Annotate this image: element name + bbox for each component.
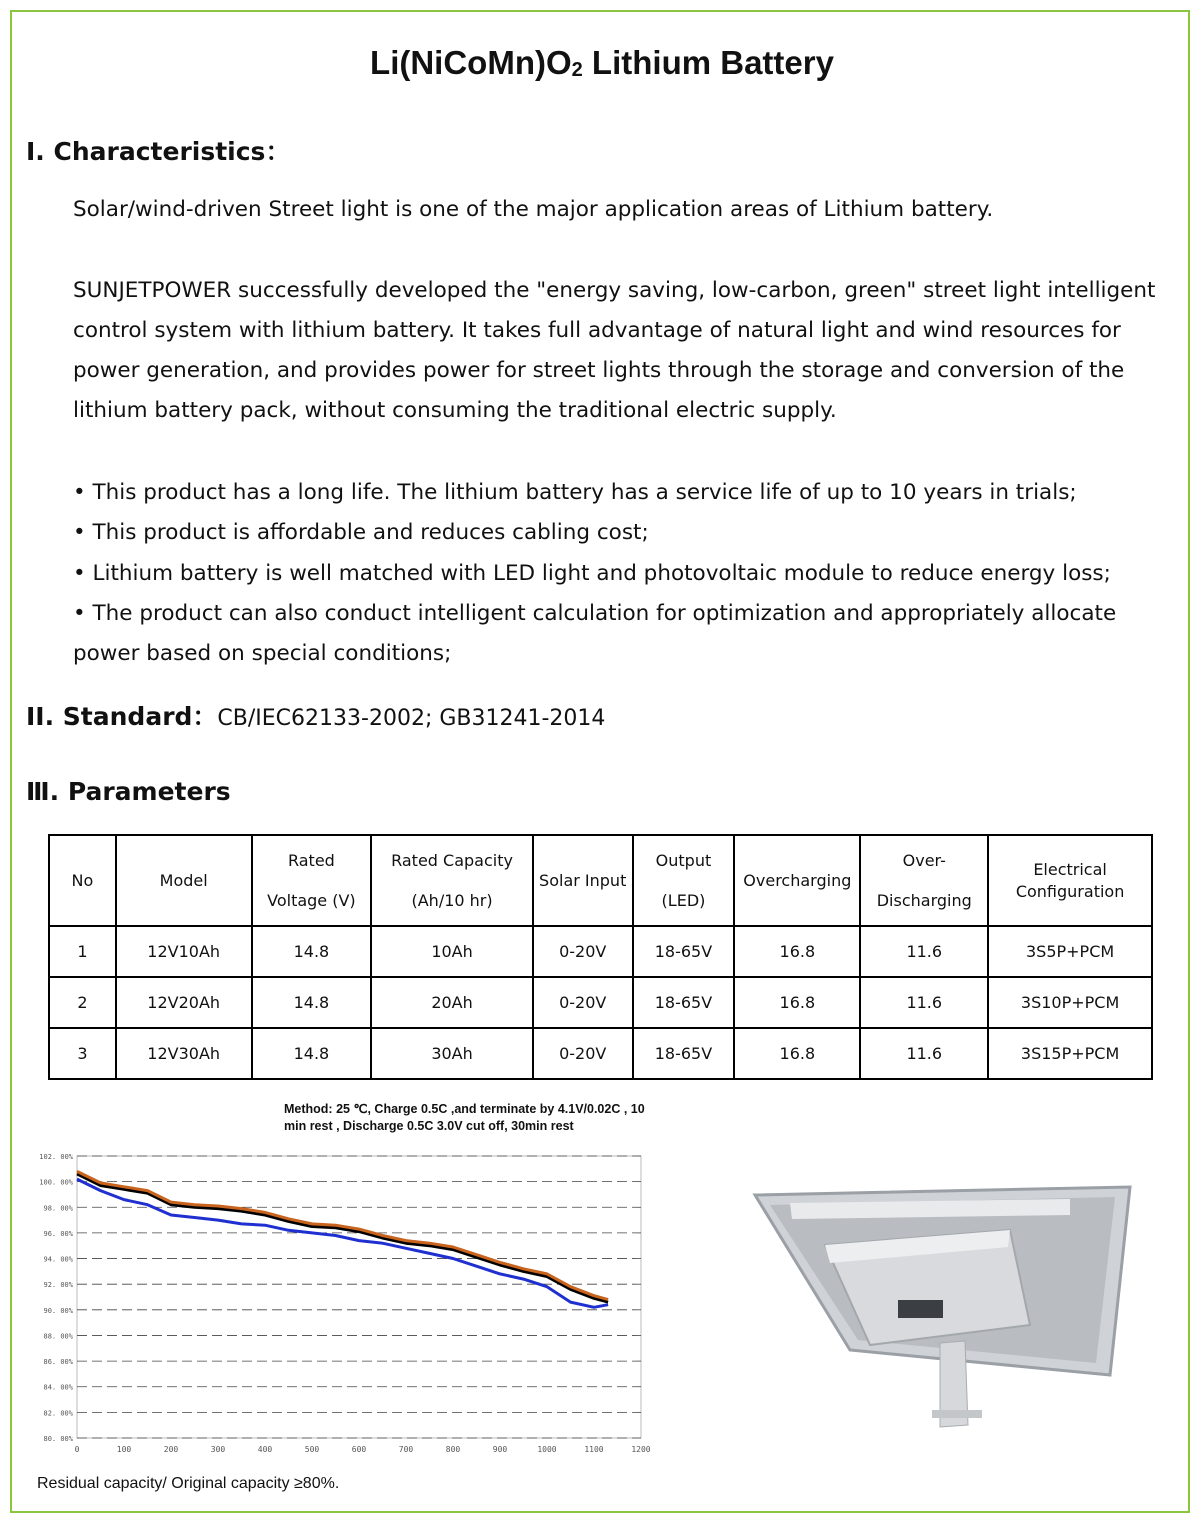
y-tick-label: 88. 00% [43, 1332, 73, 1341]
street-light-photo [740, 1175, 1140, 1435]
chart-caption: Residual capacity/ Original capacity ≥80%. [37, 1475, 340, 1492]
table-cell: 16.8 [734, 977, 860, 1028]
parameters-table [48, 834, 1153, 1080]
table-cell: 11.6 [860, 926, 988, 977]
bullet-item: • Lithium battery is well matched with LED light and photovoltaic module to reduce energy loss; [73, 561, 1111, 586]
x-tick-label: 800 [445, 1445, 461, 1454]
bullet-item: • This product is affordable and reduces cabling cost; [73, 520, 649, 545]
table-cell: 11.6 [860, 1028, 988, 1079]
table-cell: 20Ah [371, 977, 533, 1028]
y-tick-label: 86. 00% [43, 1358, 73, 1367]
bullet-item: • This product has a long life. The lithium battery has a service life of up to 10 years in trials; [73, 480, 1077, 505]
table-cell: 18-65V [633, 1028, 735, 1079]
y-tick-label: 102. 00% [39, 1153, 73, 1161]
table-header: Solar Input [533, 835, 633, 926]
table-row [49, 926, 1152, 977]
standard-heading: II. Standard：CB/IEC62133-2002; GB31241-2014 [26, 702, 606, 731]
standard-value: CB/IEC62133-2002; GB31241-2014 [217, 706, 606, 731]
chart-svg [27, 1093, 687, 1503]
x-tick-label: 1000 [537, 1445, 557, 1454]
table-cell: 3S5P+PCM [988, 926, 1152, 977]
table-header: Electrical Configuration [988, 835, 1152, 926]
table-cell: 12V20Ah [116, 977, 252, 1028]
parameters-heading: Ⅲ. Parameters [26, 777, 231, 806]
bullet-item: • The product can also conduct intelligent calculation for optimization and appropriately allocate power based on special conditions; [73, 601, 1117, 667]
table-header: Rated Voltage (V) [252, 835, 372, 926]
table-cell: 2 [49, 977, 116, 1028]
table-cell: 16.8 [734, 926, 860, 977]
table-cell: 18-65V [633, 977, 735, 1028]
x-tick-label: 0 [74, 1445, 80, 1454]
table-cell: 10Ah [371, 926, 533, 977]
table-cell: 3S15P+PCM [988, 1028, 1152, 1079]
table-cell: 14.8 [252, 1028, 372, 1079]
table-header-row [49, 835, 1152, 926]
characteristics-paragraph-2: SUNJETPOWER successfully developed the "energy saving, low-carbon, green" street light intelligent control system with lithium battery. It takes full advantage of natural light and wind resources for power generation, and provides power for street lights through the storage and conversion of the lithium battery pack, without consuming the traditional electric supply. [73, 278, 1156, 423]
table-header: No [49, 835, 116, 926]
battery-box-icon [740, 1175, 1140, 1435]
table-cell: 14.8 [252, 977, 372, 1028]
y-tick-label: 98. 00% [43, 1204, 73, 1213]
y-tick-label: 80. 00% [43, 1435, 73, 1443]
chart-title-line-1: Method: 25 ℃, Charge 0.5C ,and terminate by 4.1V/0.02C , 10 [284, 1102, 645, 1116]
chart-title-line-2: min rest , Discharge 0.5C 3.0V cut off, 30min rest [284, 1119, 574, 1133]
y-tick-label: 96. 00% [43, 1229, 73, 1238]
y-tick-label: 100. 00% [39, 1178, 73, 1187]
y-tick-label: 92. 00% [43, 1281, 73, 1290]
table-cell: 3S10P+PCM [988, 977, 1152, 1028]
table-cell: 30Ah [371, 1028, 533, 1079]
x-tick-label: 500 [304, 1445, 320, 1454]
table-header: Rated Capacity (Ah/10 hr) [371, 835, 533, 926]
table-row [49, 977, 1152, 1028]
table-header: Overcharging [734, 835, 860, 926]
x-tick-label: 1200 [631, 1445, 651, 1454]
y-tick-label: 90. 00% [43, 1306, 73, 1315]
table-cell: 0-20V [533, 977, 633, 1028]
table-cell: 12V10Ah [116, 926, 252, 977]
y-tick-label: 94. 00% [43, 1255, 73, 1264]
x-tick-label: 1100 [584, 1445, 604, 1454]
page-title: $Li(NiCoMn)O_2$ Lithium Battery [370, 44, 834, 81]
x-tick-label: 300 [210, 1445, 226, 1454]
y-tick-label: 82. 00% [43, 1409, 73, 1418]
table-cell: 18-65V [633, 926, 735, 977]
table-row [49, 1028, 1152, 1079]
table-cell: 11.6 [860, 977, 988, 1028]
table-cell: 3 [49, 1028, 116, 1079]
characteristics-heading: I. Characteristics： [26, 137, 291, 166]
x-tick-label: 400 [257, 1445, 273, 1454]
x-tick-label: 900 [492, 1445, 508, 1454]
table-header: Model [116, 835, 252, 926]
table-cell: 1 [49, 926, 116, 977]
table-cell: 12V30Ah [116, 1028, 252, 1079]
table-header: Output (LED) [633, 835, 735, 926]
table-cell: 16.8 [734, 1028, 860, 1079]
x-tick-label: 200 [163, 1445, 179, 1454]
table-header: Over-Discharging [860, 835, 988, 926]
x-tick-label: 600 [351, 1445, 367, 1454]
table-cell: 0-20V [533, 1028, 633, 1079]
characteristics-paragraph-1: Solar/wind-driven Street light is one of the major application areas of Lithium battery. [73, 197, 994, 222]
table-cell: 14.8 [252, 926, 372, 977]
cycle-life-chart [27, 1093, 687, 1503]
x-tick-label: 100 [116, 1445, 132, 1454]
y-tick-label: 84. 00% [43, 1383, 73, 1392]
x-tick-label: 700 [398, 1445, 414, 1454]
table-cell: 0-20V [533, 926, 633, 977]
